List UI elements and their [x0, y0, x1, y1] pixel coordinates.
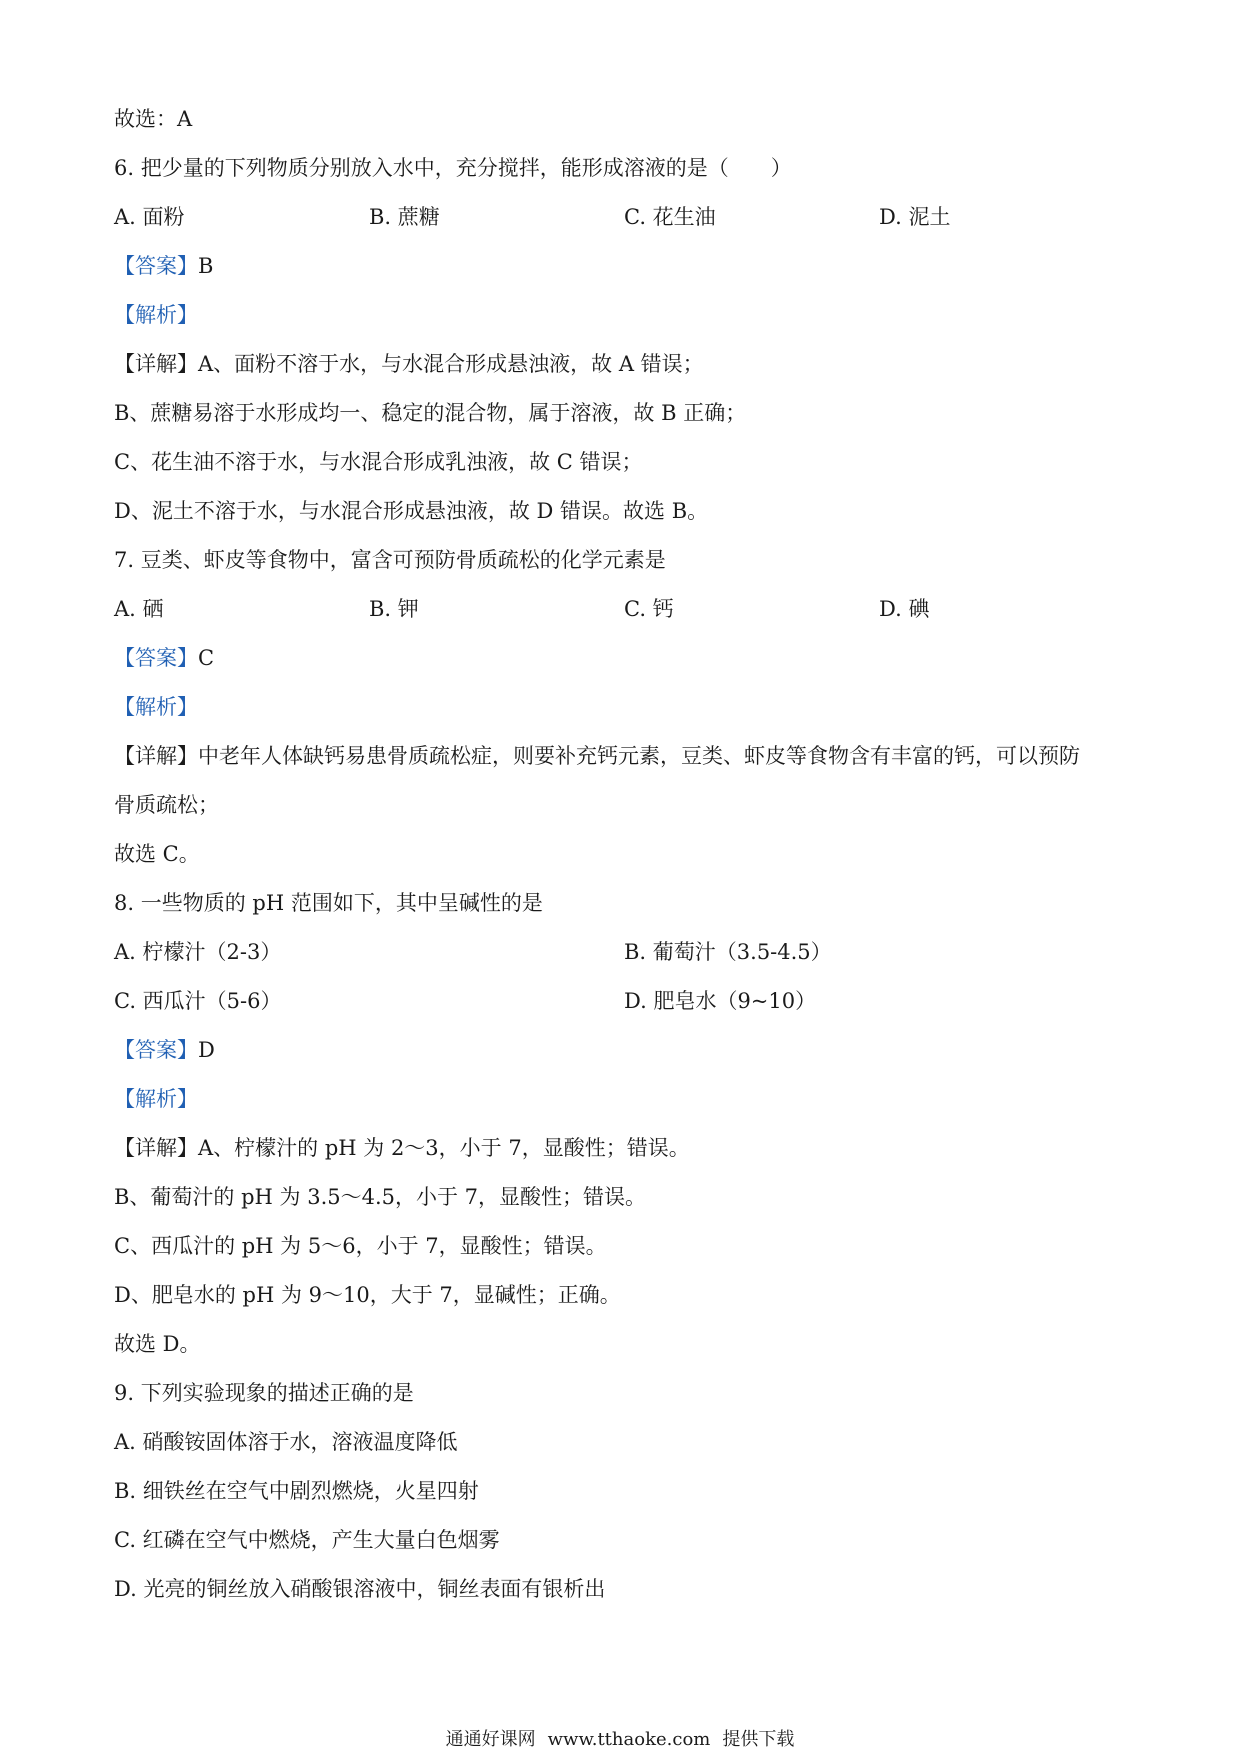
q7-detail-line: 骨质疏松；: [114, 793, 219, 817]
q9-option-d: D. 光亮的铜丝放入硝酸银溶液中，铜丝表面有银析出: [114, 1577, 606, 1601]
q6-option-a: A. 面粉: [114, 205, 185, 229]
page-footer: [0, 1728, 1240, 1752]
q8-detail-line: D、肥皂水的 pH 为 9～10，大于 7，显碱性；正确。: [114, 1283, 621, 1307]
q6-detail-line: C、花生油不溶于水，与水混合形成乳浊液，故 C 错误；: [114, 450, 643, 474]
answer-tag: 【答案】: [114, 1038, 198, 1062]
detail-text: A、柠檬汁的 pH 为 2～3，小于 7，显酸性；错误。: [198, 1136, 690, 1160]
detail-text: A、面粉不溶于水，与水混合形成悬浊液，故 A 错误；: [198, 352, 704, 376]
question-8-stem: 8. 一些物质的 pH 范围如下，其中呈碱性的是: [114, 891, 543, 915]
q6-detail-line: [114, 349, 704, 379]
answer-value: C: [198, 646, 215, 670]
q8-option-a: A. 柠檬汁（2-3）: [114, 940, 282, 964]
q8-option-c: C. 西瓜汁（5-6）: [114, 989, 282, 1013]
q7-analysis-tag: 【解析】: [114, 695, 198, 719]
q7-detail-line: [114, 741, 1080, 771]
question-7-stem: 7. 豆类、虾皮等食物中，富含可预防骨质疏松的化学元素是: [114, 548, 666, 572]
q7-option-c: C. 钙: [624, 597, 674, 621]
detail-tag: 【详解】: [114, 744, 198, 768]
q9-option-a: A. 硝酸铵固体溶于水，溶液温度降低: [114, 1430, 458, 1454]
detail-text: 中老年人体缺钙易患骨质疏松症，则要补充钙元素，豆类、虾皮等食物含有丰富的钙，可以预防: [198, 744, 1080, 768]
q6-option-c: C. 花生油: [624, 205, 716, 229]
q8-detail-line: [114, 1133, 690, 1163]
detail-tag: 【详解】: [114, 352, 198, 376]
q9-option-b: B. 细铁丝在空气中剧烈燃烧，火星四射: [114, 1479, 479, 1503]
q8-detail-line: 故选 D。: [114, 1332, 201, 1356]
q8-analysis-tag: 【解析】: [114, 1087, 198, 1111]
answer-tag: 【答案】: [114, 254, 198, 278]
footer-site: 通通好课网: [445, 1729, 536, 1750]
q7-option-d: D. 碘: [879, 597, 930, 621]
conclusion-line: 故选：A: [114, 107, 193, 131]
answer-value: D: [198, 1038, 215, 1062]
q8-detail-line: B、葡萄汁的 pH 为 3.5～4.5，小于 7，显酸性；错误。: [114, 1185, 647, 1209]
q8-option-b: B. 葡萄汁（3.5-4.5）: [624, 940, 832, 964]
detail-tag: 【详解】: [114, 1136, 198, 1160]
q6-detail-line: B、蔗糖易溶于水形成均一、稳定的混合物，属于溶液，故 B 正确；: [114, 401, 747, 425]
q6-answer: [114, 251, 213, 281]
q8-detail-line: C、西瓜汁的 pH 为 5～6，小于 7，显酸性；错误。: [114, 1234, 607, 1258]
q6-option-b: B. 蔗糖: [369, 205, 440, 229]
answer-value: B: [198, 254, 214, 278]
q7-option-a: A. 硒: [114, 597, 164, 621]
footer-note: 提供下载: [722, 1729, 795, 1750]
answer-tag: 【答案】: [114, 646, 198, 670]
q8-answer: [114, 1035, 215, 1065]
q6-option-d: D. 泥土: [879, 205, 951, 229]
question-6-stem: 6. 把少量的下列物质分别放入水中，充分搅拌，能形成溶液的是（ ）: [114, 156, 792, 180]
q8-option-d: D. 肥皂水（9~10）: [624, 989, 817, 1013]
q9-option-c: C. 红磷在空气中燃烧，产生大量白色烟雾: [114, 1528, 500, 1552]
q7-option-b: B. 钾: [369, 597, 419, 621]
question-9-stem: 9. 下列实验现象的描述正确的是: [114, 1381, 414, 1405]
q6-analysis-tag: 【解析】: [114, 303, 198, 327]
q7-detail-line: 故选 C。: [114, 842, 200, 866]
q7-answer: [114, 643, 214, 673]
footer-url[interactable]: www.tthaoke.com: [547, 1729, 711, 1750]
q6-detail-line: D、泥土不溶于水，与水混合形成悬浊液，故 D 错误。故选 B。: [114, 499, 709, 523]
